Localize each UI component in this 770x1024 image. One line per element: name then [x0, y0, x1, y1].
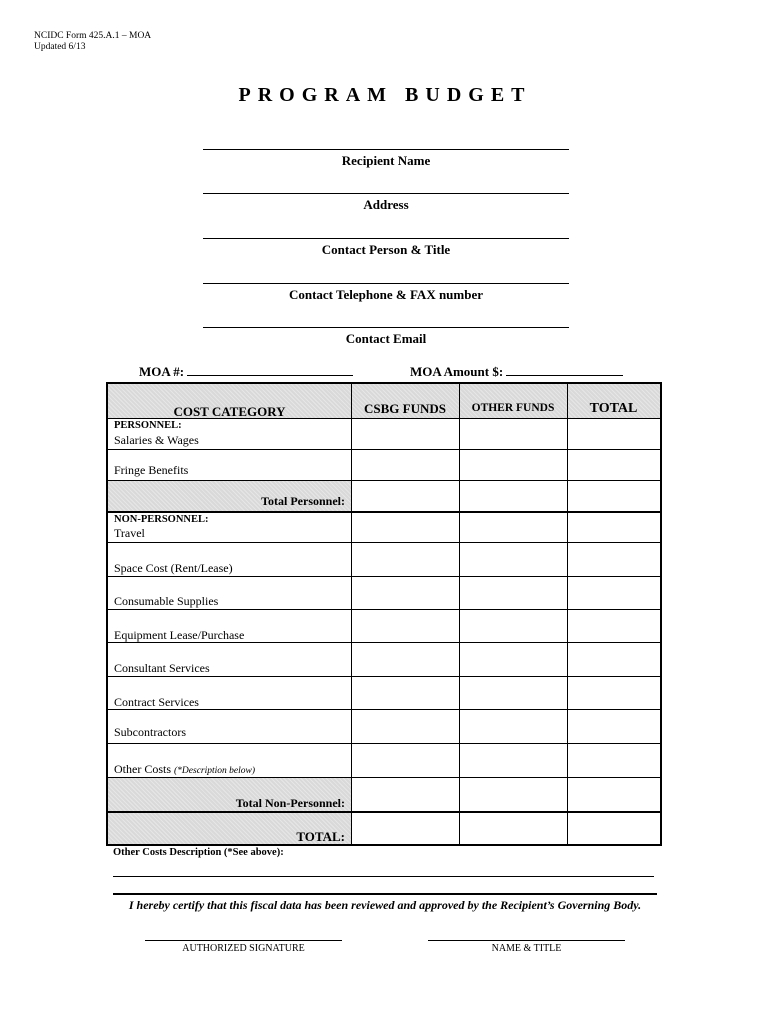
certification-statement: I hereby certify that this fiscal data has been reviewed and approved by the Recipient’s Governing Body.	[128, 898, 642, 912]
row-label-other-costs	[114, 762, 255, 777]
contact-person-label: Contact Person & Title	[321, 242, 451, 257]
divider-rule	[113, 893, 657, 895]
col-divider	[567, 384, 568, 844]
row-divider	[108, 542, 660, 543]
moa-amount-row	[410, 363, 623, 380]
total-nonpersonnel-label: Total Non-Personnel:	[235, 796, 345, 810]
moa-amount-field[interactable]	[506, 363, 623, 376]
row-divider	[108, 449, 660, 450]
row-label-supplies: Consumable Supplies	[114, 594, 219, 608]
authorized-signature-label: AUTHORIZED SIGNATURE	[182, 943, 305, 954]
updated-date: Updated 6/13	[34, 42, 86, 52]
name-title-field[interactable]	[428, 940, 625, 941]
col-divider	[351, 384, 352, 844]
address-label: Address	[363, 197, 409, 212]
row-divider	[108, 609, 660, 610]
row-label-contract: Contract Services	[114, 695, 199, 709]
personnel-heading: PERSONNEL:	[114, 420, 182, 431]
row-label-fringe: Fringe Benefits	[114, 463, 189, 477]
row-label-equipment: Equipment Lease/Purchase	[114, 628, 245, 642]
page-title: PROGRAM BUDGET	[238, 84, 532, 106]
row-divider	[108, 777, 660, 778]
contact-email-label: Contact Email	[345, 331, 427, 346]
contact-phone-label: Contact Telephone & FAX number	[288, 287, 484, 302]
other-funds-header: OTHER FUNDS	[471, 402, 555, 414]
other-costs-description-field[interactable]	[113, 876, 654, 877]
other-costs-description-label: Other Costs Description (*See above):	[113, 847, 284, 858]
row-divider	[108, 743, 660, 744]
budget-table	[106, 382, 662, 846]
row-divider	[108, 576, 660, 577]
nonpersonnel-heading: NON-PERSONNEL:	[114, 514, 209, 525]
moa-amount-label: MOA Amount $:	[410, 364, 504, 379]
contact-person-field[interactable]	[203, 238, 569, 239]
row-label-consultant: Consultant Services	[114, 661, 210, 675]
row-divider	[108, 811, 660, 813]
moa-number-label: MOA #:	[139, 364, 185, 379]
cost-category-header: COST CATEGORY	[173, 404, 286, 419]
name-title-label: NAME & TITLE	[491, 943, 562, 954]
row-label-space-cost: Space Cost (Rent/Lease)	[114, 561, 233, 575]
grand-total-label: TOTAL:	[296, 829, 345, 844]
recipient-name-field[interactable]	[203, 149, 569, 150]
row-label-subcontractors: Subcontractors	[114, 725, 186, 739]
row-divider	[108, 480, 660, 481]
total-header: TOTAL	[589, 401, 638, 416]
total-personnel-label: Total Personnel:	[261, 494, 345, 508]
contact-email-field[interactable]	[203, 327, 569, 328]
other-costs-note: (*Description below)	[174, 766, 256, 776]
row-divider	[108, 511, 660, 513]
moa-number-field[interactable]	[187, 363, 353, 376]
recipient-name-label: Recipient Name	[341, 153, 431, 168]
moa-number-row	[139, 363, 353, 380]
row-divider	[108, 676, 660, 677]
address-field[interactable]	[203, 193, 569, 194]
csbg-funds-header: CSBG FUNDS	[364, 401, 446, 416]
contact-phone-field[interactable]	[203, 283, 569, 284]
form-id: NCIDC Form 425.A.1 – MOA	[34, 31, 152, 41]
authorized-signature-field[interactable]	[145, 940, 342, 941]
other-costs-label: Other Costs	[114, 762, 171, 776]
row-label-salaries: Salaries & Wages	[114, 433, 199, 447]
row-label-travel: Travel	[114, 526, 145, 540]
col-divider	[459, 384, 460, 844]
